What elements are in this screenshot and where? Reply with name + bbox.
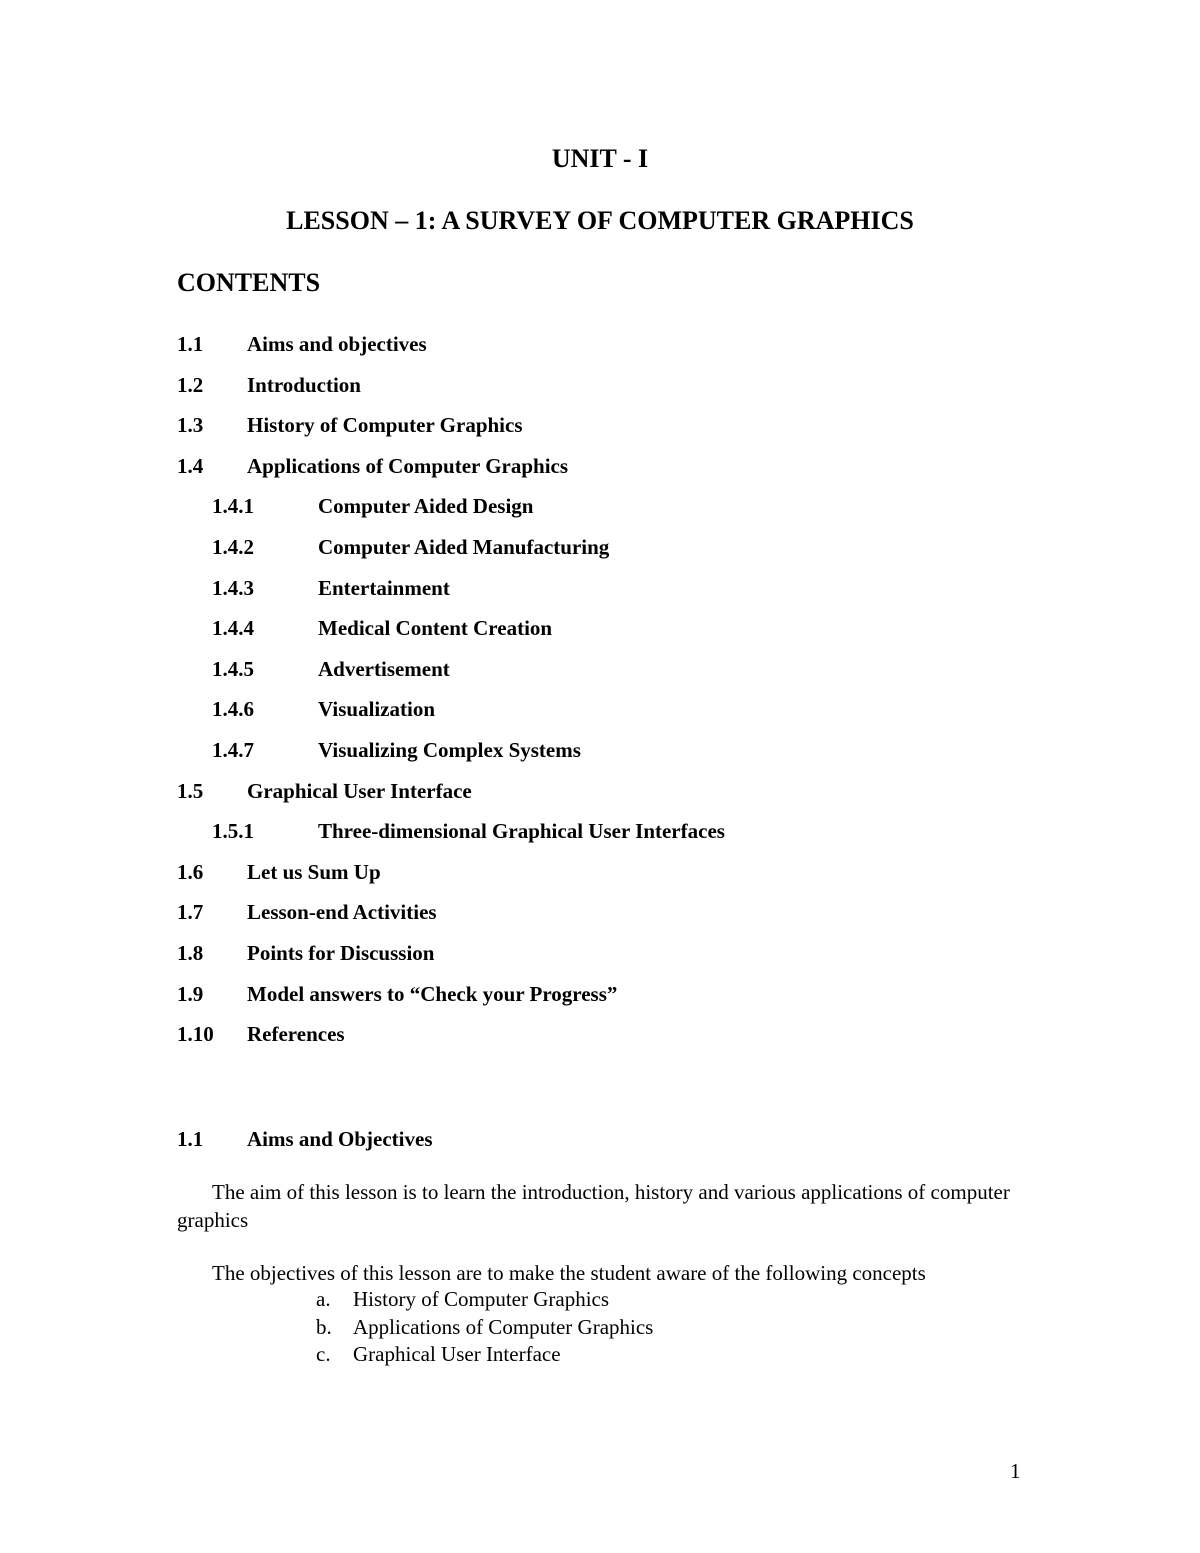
toc-item <box>177 572 1077 613</box>
list-item-text: Applications of Computer Graphics <box>353 1314 654 1339</box>
list-item <box>316 1341 653 1369</box>
toc-item-title: Graphical User Interface <box>247 778 472 803</box>
toc-item-title: References <box>247 1022 345 1047</box>
toc-item <box>177 450 1077 491</box>
toc-item-number: 1.5.1 <box>212 819 254 844</box>
toc-item-number: 1.4.1 <box>212 494 254 519</box>
toc-item <box>177 328 1077 369</box>
toc-item-number: 1.1 <box>177 332 204 356</box>
lesson-title: LESSON – 1: A SURVEY OF COMPUTER GRAPHICS <box>286 206 914 235</box>
toc-item <box>177 693 1077 734</box>
toc-item-title: Medical Content Creation <box>318 616 553 641</box>
toc-item <box>177 815 1077 856</box>
toc-item <box>177 369 1077 410</box>
toc-item-title: Visualizing Complex Systems <box>318 737 581 762</box>
toc-item-title: Applications of Computer Graphics <box>247 453 569 478</box>
toc-item-number: 1.4 <box>177 453 204 478</box>
toc-item-title: Aims and objectives <box>247 332 427 356</box>
objectives-paragraph: The objectives of this lesson are to make the student aware of the following concepts <box>212 1261 926 1285</box>
toc-item-number: 1.4.3 <box>212 575 254 600</box>
toc-item-number: 1.6 <box>177 859 204 884</box>
toc-item-number: 1.4.4 <box>212 616 254 641</box>
toc-item-title: Lesson-end Activities <box>247 900 437 925</box>
list-item-text: Graphical User Interface <box>353 1342 561 1366</box>
toc-item <box>177 896 1077 937</box>
section-number: 1.1 <box>177 1127 204 1151</box>
toc-item <box>177 409 1077 450</box>
toc-item-title: Three-dimensional Graphical User Interfaces <box>318 819 725 844</box>
toc-item <box>177 734 1077 775</box>
toc-item-number: 1.4.2 <box>212 534 254 559</box>
list-item <box>316 1314 653 1342</box>
toc-item-number: 1.2 <box>177 372 204 397</box>
aim-paragraph: The aim of this lesson is to learn the introduction, history and various applications of computer graphics <box>177 1180 1010 1232</box>
toc-item-number: 1.4.6 <box>212 697 254 722</box>
toc-item-title: History of Computer Graphics <box>247 413 523 438</box>
unit-title: UNIT - I <box>551 144 649 173</box>
contents-heading: CONTENTS <box>177 268 321 297</box>
toc-item-number: 1.8 <box>177 940 204 965</box>
toc-item-number: 1.9 <box>177 981 204 1006</box>
toc-item <box>177 653 1077 694</box>
toc-item <box>177 856 1077 897</box>
toc-item-number: 1.10 <box>177 1022 214 1047</box>
list-item-marker: a. <box>316 1287 331 1311</box>
toc-item-number: 1.5 <box>177 778 204 803</box>
toc-item-title: Computer Aided Design <box>318 494 534 519</box>
list-item-text: History of Computer Graphics <box>353 1287 610 1311</box>
list-item <box>316 1286 653 1314</box>
toc-item-title: Introduction <box>247 372 361 397</box>
toc-item-title: Computer Aided Manufacturing <box>318 534 610 559</box>
list-item-marker: c. <box>316 1342 331 1366</box>
toc-item-number: 1.3 <box>177 413 204 438</box>
toc-item-title: Visualization <box>318 697 436 722</box>
table-of-contents <box>177 328 1077 1059</box>
toc-item-number: 1.4.5 <box>212 656 254 681</box>
toc-item <box>177 490 1077 531</box>
toc-item-title: Points for Discussion <box>247 940 435 965</box>
toc-item-number: 1.7 <box>177 900 204 925</box>
toc-item-title: Advertisement <box>318 656 450 681</box>
toc-item-title: Let us Sum Up <box>247 859 381 884</box>
toc-item <box>177 775 1077 816</box>
list-item-marker: b. <box>316 1314 332 1339</box>
toc-item-title: Entertainment <box>318 575 450 600</box>
toc-item <box>177 612 1077 653</box>
objectives-list <box>316 1286 653 1369</box>
page-number: 1 <box>1010 1459 1021 1483</box>
toc-item <box>177 531 1077 572</box>
section-title: Aims and Objectives <box>247 1127 433 1151</box>
toc-item <box>177 978 1077 1019</box>
toc-item <box>177 1018 1077 1059</box>
toc-item <box>177 937 1077 978</box>
toc-item-number: 1.4.7 <box>212 737 254 762</box>
toc-item-title: Model answers to “Check your Progress” <box>247 981 618 1006</box>
